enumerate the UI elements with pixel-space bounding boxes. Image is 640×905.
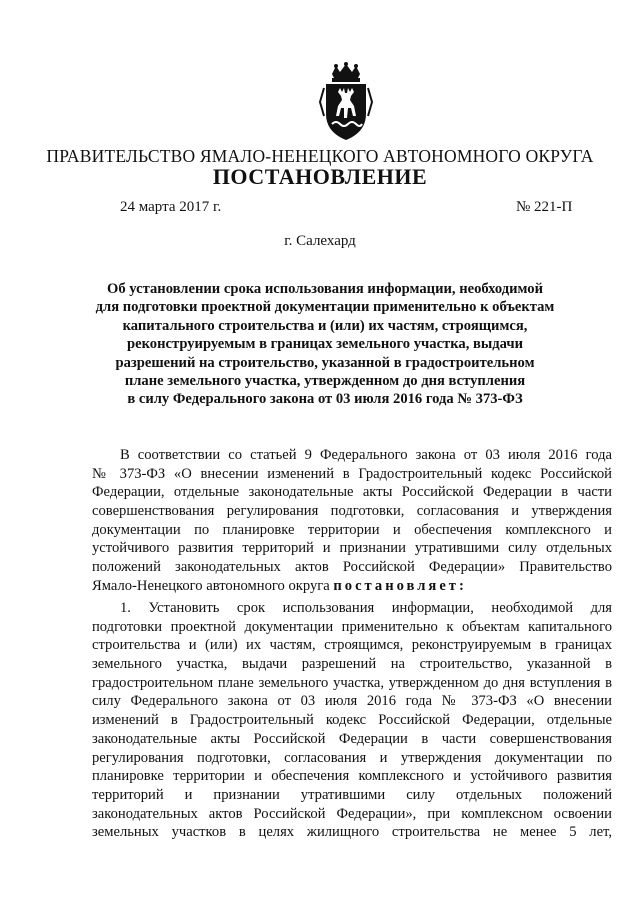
paragraph-line: изменений в Градостроительный кодекс Российской Федерации, отдельные — [92, 712, 612, 729]
heading-line: для подготовки проектной документации применительно к объектам — [95, 299, 555, 316]
paragraph-line: совершенствования регулирования подготовки, согласования и утверждения — [92, 503, 612, 520]
paragraph-line: положений законодательных актов Российской Федерации» Правительство — [92, 559, 612, 576]
preamble-paragraph — [92, 446, 612, 596]
government-title: ПРАВИТЕЛЬСТВО ЯМАЛО-НЕНЕЦКОГО АВТОНОМНОГО ОКРУГА — [46, 146, 594, 166]
resolution-keyword: постановляет: — [333, 577, 467, 594]
document-date: 24 марта 2017 г. — [120, 199, 222, 215]
document-number: № 221-П — [516, 199, 573, 215]
paragraph-line: Федерации, отдельные законодательные акты Российской Федерации в части — [92, 484, 612, 501]
clause-1-paragraph — [92, 599, 612, 842]
document-type: ПОСТАНОВЛЕНИЕ — [212, 164, 428, 189]
paragraph-line: В соответствии со статьей 9 Федерального закона от 03 июля 2016 года — [120, 447, 612, 463]
paragraph-line: законодательные акты Российской Федерации в части совершенствования — [92, 730, 612, 747]
paragraph-line: планировке территории и обеспечения комплексного и устойчивого развития — [92, 768, 612, 785]
paragraph-line: территорий и признании утратившими силу отдельных положений — [92, 786, 612, 803]
paragraph-line — [92, 577, 612, 596]
paragraph-line: документации по планировке территории и обеспечения комплексного и — [92, 521, 612, 538]
paragraph-line: № 373-ФЗ «О внесении изменений в Градостроительный кодекс Российской — [92, 465, 612, 482]
paragraph-line: земельного участка, выдачи разрешений на строительство, указанной в — [92, 656, 612, 673]
document-city: г. Салехард — [284, 233, 356, 249]
paragraph-line: силу Федерального закона от 03 июля 2016 года № 373-ФЗ «О внесении — [92, 693, 612, 710]
heading-line: Об установлении срока использования информации, необходимой — [107, 281, 543, 297]
paragraph-line: устойчивого развития территорий и признании утратившими силу отдельных — [92, 540, 612, 557]
paragraph-line: градостроительном плане земельного участка, утвержденном до дня вступления в — [92, 674, 612, 691]
heading-line: реконструируемым в границах земельного участка, выдачи — [126, 336, 524, 353]
paragraph-line: строительства и (или) их частям, строящимся, реконструируемым в границах — [92, 637, 612, 654]
heading-line: плане земельного участка, утвержденном до дня вступления — [124, 373, 526, 390]
document-heading — [90, 280, 560, 409]
paragraph-line: земельных участков в целях жилищного строительства не менее 5 лет, — [92, 824, 612, 841]
coat-of-arms-icon — [318, 62, 374, 142]
heading-line: капитального строительства и (или) их частям, строящимся, — [122, 317, 528, 334]
paragraph-line: законодательных актов Российской Федерации», при комплексном освоении — [92, 805, 612, 822]
paragraph-line: 1. Установить срок использования информации, необходимой для — [120, 600, 612, 616]
paragraph-line: регулирования подготовки, согласования и утверждения документации по — [92, 749, 612, 766]
heading-line: разрешений на строительство, указанной в градостроительном — [115, 354, 535, 371]
paragraph-line: подготовки проектной документации применительно к объектам капитального — [92, 618, 612, 635]
heading-line: в силу Федерального закона от 03 июля 2016 года № 373-ФЗ — [127, 391, 523, 408]
resolution-prefix: Ямало-Ненецкого автономного округа — [92, 577, 334, 594]
